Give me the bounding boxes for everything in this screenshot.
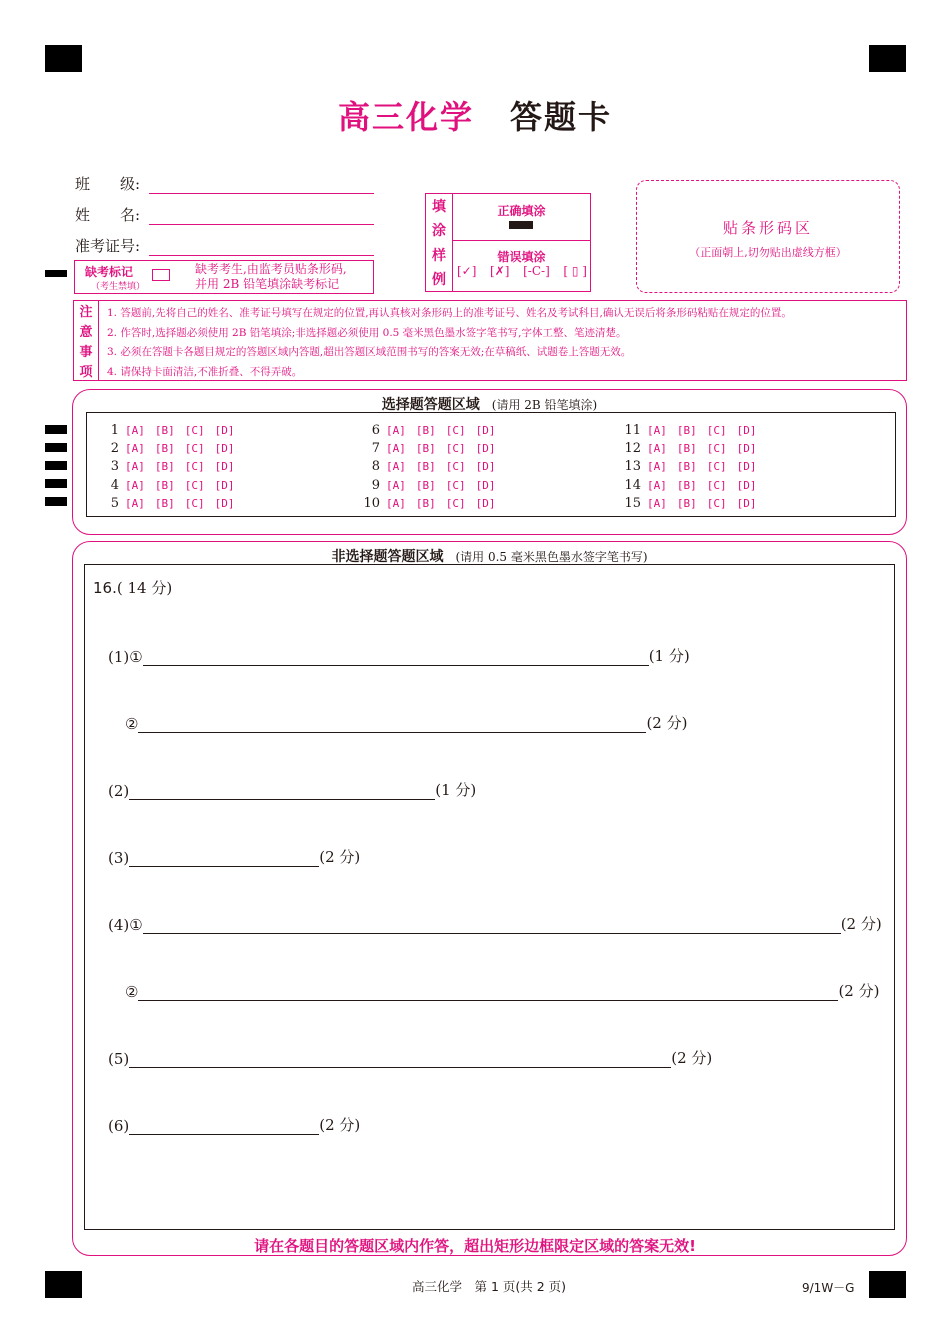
name-input-line[interactable] xyxy=(149,208,374,225)
answer-blank[interactable] xyxy=(143,651,649,666)
option-bubble[interactable]: [A] xyxy=(386,497,406,511)
correct-fill-example xyxy=(509,221,533,229)
answer-line-4-1[interactable]: (4)① (2 分) xyxy=(108,915,882,934)
option-bubble[interactable]: [D] xyxy=(475,442,496,456)
option-bubble[interactable]: [C] xyxy=(706,423,727,437)
timing-mark xyxy=(45,461,67,470)
choice-question-row xyxy=(362,439,506,457)
option-bubble[interactable]: [D] xyxy=(736,442,757,456)
question-number: 16. xyxy=(93,579,117,597)
option-bubble[interactable]: [A] xyxy=(647,423,667,437)
option-bubble[interactable]: [D] xyxy=(736,497,757,511)
notes-vertical-label: 注 意 事 项 xyxy=(74,301,99,380)
option-bubble[interactable]: [A] xyxy=(125,460,145,474)
notes-list xyxy=(107,304,792,382)
option-bubble[interactable]: [B] xyxy=(415,478,436,492)
option-bubble[interactable]: [D] xyxy=(736,423,757,437)
question-number: 13 xyxy=(624,459,641,475)
option-bubble[interactable]: [B] xyxy=(676,497,697,511)
option-bubble[interactable]: [D] xyxy=(736,460,757,474)
question-number: 4 xyxy=(110,477,119,493)
absence-mark-box xyxy=(74,260,374,294)
choice-question-row xyxy=(101,421,245,439)
option-bubble[interactable]: [C] xyxy=(706,478,727,492)
timing-mark xyxy=(45,270,67,277)
option-bubble[interactable]: [B] xyxy=(676,478,697,492)
answer-box[interactable] xyxy=(84,564,895,1230)
choice-question-row xyxy=(101,439,245,457)
answer-blank[interactable] xyxy=(138,718,646,733)
footer-warning: 请在各题目的答题区域内作答，超出矩形边框限定区域的答案无效! xyxy=(254,1237,696,1255)
barcode-title: 贴条形码区 xyxy=(722,219,813,237)
option-bubble[interactable]: [A] xyxy=(386,460,406,474)
absence-mark-description: 缺考考生,由监考员贴条形码, 并用 2B 铅笔填涂缺考标记 xyxy=(195,262,347,291)
choice-column xyxy=(101,421,245,513)
choice-column xyxy=(362,421,506,513)
option-bubble[interactable]: [D] xyxy=(214,442,235,456)
question-number: 7 xyxy=(371,441,380,457)
question-number: 9 xyxy=(371,477,380,493)
option-bubble[interactable]: [A] xyxy=(647,460,667,474)
choice-question-row xyxy=(362,476,506,494)
option-bubble[interactable]: [C] xyxy=(706,442,727,456)
option-bubble[interactable]: [B] xyxy=(415,423,436,437)
answer-blank[interactable] xyxy=(138,986,838,1001)
wrong-fill-examples: [✓] [✗] [-C-] [ ▯ ] xyxy=(457,264,587,278)
option-bubble[interactable]: [B] xyxy=(676,460,697,474)
option-bubble[interactable]: [D] xyxy=(736,478,757,492)
option-bubble[interactable]: [A] xyxy=(386,423,406,437)
option-bubble[interactable]: [D] xyxy=(475,460,496,474)
class-input-line[interactable] xyxy=(149,177,374,194)
option-bubble[interactable]: [C] xyxy=(706,460,727,474)
option-bubble[interactable]: [A] xyxy=(647,478,667,492)
option-bubble[interactable]: [A] xyxy=(647,497,667,511)
timing-mark xyxy=(45,497,67,506)
option-bubble[interactable]: [D] xyxy=(475,478,496,492)
class-label: 班 级: xyxy=(75,175,141,193)
option-bubble[interactable]: [B] xyxy=(415,497,436,511)
registration-mark-top-right xyxy=(869,45,906,72)
class-field[interactable] xyxy=(75,173,374,194)
nonchoice-section-title: 非选择题答题区域 (请用 0.5 毫米黑色墨水签字笔书写) xyxy=(331,549,648,565)
choice-question-row xyxy=(623,439,767,457)
option-bubble[interactable]: [A] xyxy=(647,442,667,456)
answer-line-4-2[interactable]: ② (2 分) xyxy=(125,982,880,1001)
wrong-fill-label: 错误填涂 xyxy=(497,250,546,264)
choice-question-row xyxy=(362,458,506,476)
answer-line-1-2[interactable]: ② (2 分) xyxy=(125,714,688,733)
option-bubble[interactable]: [B] xyxy=(154,442,175,456)
card-title: 答题卡 xyxy=(510,98,613,136)
option-bubble[interactable]: [C] xyxy=(184,423,205,437)
choice-column xyxy=(623,421,767,513)
option-bubble[interactable]: [C] xyxy=(445,497,466,511)
barcode-subtitle: （正面朝上,切勿贴出虚线方框） xyxy=(689,246,847,259)
option-bubble[interactable]: [A] xyxy=(125,478,145,492)
question-number: 6 xyxy=(371,422,380,438)
option-bubble[interactable]: [D] xyxy=(214,478,235,492)
timing-mark xyxy=(45,425,67,434)
barcode-area xyxy=(636,180,900,293)
note-item: 1. 答题前,先将自己的姓名、准考证号填写在规定的位置,再认真核对条形码上的准考证号、姓名及考试科目,确认无误后将条形码粘贴在规定的位置。 xyxy=(107,307,792,319)
timing-mark xyxy=(45,443,67,452)
fill-sample-box xyxy=(425,193,591,292)
answer-blank[interactable] xyxy=(129,1120,319,1135)
subject-title: 高三化学 xyxy=(337,98,474,136)
choice-question-row xyxy=(623,476,767,494)
option-bubble[interactable]: [C] xyxy=(184,460,205,474)
note-item: 4. 请保持卡面清洁,不准折叠、不得弄破。 xyxy=(107,365,303,378)
note-item: 3. 必须在答题卡各题目规定的答题区域内答题,超出答题区域范围书写的答案无效;在草稿纸、试题卷上答题无效。 xyxy=(107,346,632,358)
option-bubble[interactable]: [B] xyxy=(154,478,175,492)
paper-code: 9/1W－G xyxy=(802,1281,855,1295)
question-number: 2 xyxy=(110,441,119,457)
divider xyxy=(453,240,590,241)
exam-id-label: 准考证号: xyxy=(75,237,141,255)
option-bubble[interactable]: [C] xyxy=(445,442,466,456)
exam-id-field[interactable] xyxy=(75,235,374,256)
option-bubble[interactable]: [A] xyxy=(125,442,145,456)
choice-question-row xyxy=(623,421,767,439)
choice-question-row xyxy=(623,495,767,513)
choice-question-row xyxy=(362,421,506,439)
option-bubble[interactable]: [D] xyxy=(214,423,235,437)
choice-question-row xyxy=(101,458,245,476)
option-bubble[interactable]: [A] xyxy=(386,478,406,492)
question-number: 15 xyxy=(624,496,641,512)
name-label: 姓 名: xyxy=(75,206,141,224)
absence-mark-sublabel: （考生禁填） xyxy=(91,282,146,292)
option-bubble[interactable]: [C] xyxy=(445,460,466,474)
registration-mark-top-left xyxy=(45,45,82,72)
question-number: 1 xyxy=(110,422,119,438)
choice-question-row xyxy=(101,476,245,494)
question-score: ( 14 分) xyxy=(116,579,173,597)
absence-mark-checkbox[interactable] xyxy=(152,269,170,281)
question-number: 5 xyxy=(110,496,119,512)
name-field[interactable] xyxy=(75,204,374,225)
note-item: 2. 作答时,选择题必须使用 2B 铅笔填涂;非选择题必须使用 0.5 毫米黑色墨水签字笔书写,字体工整、笔迹清楚。 xyxy=(107,326,627,339)
option-bubble[interactable]: [C] xyxy=(445,478,466,492)
notes-box xyxy=(73,300,907,381)
answer-line-2[interactable]: (2) (1 分) xyxy=(108,781,477,800)
question-16-header xyxy=(93,577,172,598)
option-bubble[interactable]: [C] xyxy=(445,423,466,437)
answer-blank[interactable] xyxy=(143,919,841,934)
option-bubble[interactable]: [C] xyxy=(184,478,205,492)
choice-question-row xyxy=(623,458,767,476)
question-number: 3 xyxy=(110,459,119,475)
answer-blank[interactable] xyxy=(129,785,435,800)
option-bubble[interactable]: [C] xyxy=(184,497,205,511)
option-bubble[interactable]: [D] xyxy=(214,497,235,511)
answer-line-5[interactable]: (5) (2 分) xyxy=(108,1049,713,1068)
option-bubble[interactable]: [A] xyxy=(386,442,406,456)
page-title xyxy=(0,92,950,138)
option-bubble[interactable]: [B] xyxy=(415,442,436,456)
option-bubble[interactable]: [B] xyxy=(154,423,175,437)
answer-line-6[interactable]: (6) (2 分) xyxy=(108,1116,361,1135)
answer-line-1-1[interactable]: (1)① (1 分) xyxy=(108,647,690,666)
option-bubble[interactable]: [A] xyxy=(125,497,145,511)
correct-fill-label: 正确填涂 xyxy=(497,204,546,218)
fill-sample-vertical-label: 填 涂 样 例 xyxy=(426,194,453,291)
timing-mark xyxy=(45,479,67,488)
option-bubble[interactable]: [B] xyxy=(154,460,175,474)
answer-line-3[interactable]: (3) (2 分) xyxy=(108,848,361,867)
answer-blank[interactable] xyxy=(129,852,319,867)
choice-section-title: 选择题答题区域 (请用 2B 铅笔填涂) xyxy=(381,397,598,413)
question-number: 12 xyxy=(624,441,641,457)
option-bubble[interactable]: [B] xyxy=(676,423,697,437)
choice-grid xyxy=(86,412,896,517)
option-bubble[interactable]: [A] xyxy=(125,423,145,437)
page-number: 高三化学 第 1 页(共 2 页) xyxy=(411,1279,567,1294)
exam-id-input-line[interactable] xyxy=(149,239,374,256)
option-bubble[interactable]: [B] xyxy=(415,460,436,474)
choice-question-row xyxy=(101,495,245,513)
option-bubble[interactable]: [C] xyxy=(706,497,727,511)
option-bubble[interactable]: [D] xyxy=(475,423,496,437)
question-number: 14 xyxy=(624,477,641,493)
question-number: 8 xyxy=(371,459,380,475)
answer-blank[interactable] xyxy=(129,1053,671,1068)
absence-mark-label: 缺考标记 xyxy=(85,265,134,279)
option-bubble[interactable]: [D] xyxy=(475,497,496,511)
question-number: 11 xyxy=(624,422,641,438)
choice-question-row xyxy=(362,495,506,513)
question-number: 10 xyxy=(363,496,380,512)
option-bubble[interactable]: [C] xyxy=(184,442,205,456)
option-bubble[interactable]: [B] xyxy=(676,442,697,456)
option-bubble[interactable]: [B] xyxy=(154,497,175,511)
option-bubble[interactable]: [D] xyxy=(214,460,235,474)
